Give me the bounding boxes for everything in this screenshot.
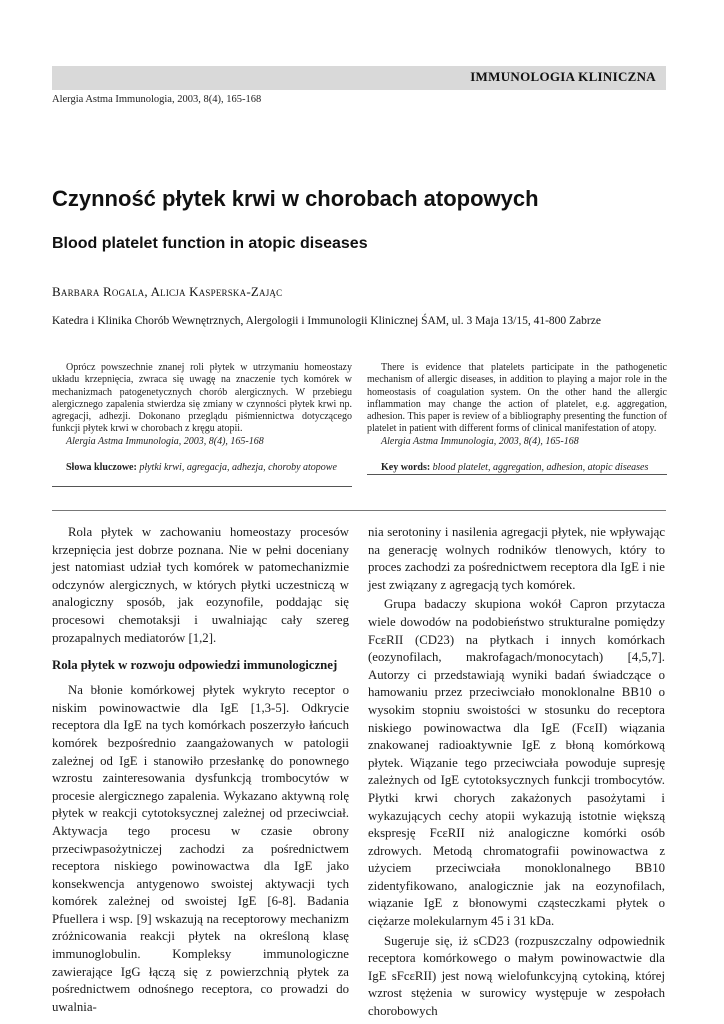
body-paragraph: Sugeruje się, iż sCD23 (rozpuszczalny odpowiednik receptora komórkowego o małym powinowactwie dla IgE sFcεRII) jest nową wielofunkcyjną cytokiną, której wzrost stężenia w surowicy występuje w zespołach chorobowych [368,933,665,1019]
keywords-english-rule [367,474,667,475]
journal-header-band [52,66,666,90]
body-column-left [52,524,349,1016]
keywords-polish [52,462,352,474]
article-affiliation: Katedra i Klinika Chorób Wewnętrznych, Alergologii i Immunologii Klinicznej ŚAM, ul. 3 Maja 13/15, 41-800 Zabrze [52,315,601,327]
journal-section-name: IMMUNOLOGIA KLINICZNA [470,69,656,84]
abstract-polish [52,362,352,474]
body-paragraph: Rola płytek w zachowaniu homeostazy procesów krzepnięcia jest dobrze poznana. Nie w pełni doceniany jest natomiast udział tych komórek w patomechanizmie odczynów alergicznych, w których płytki uczestniczą w analogiczny sposób, jak eozynofile, poddając się procesowi chemotaksji i uwalniając cały szereg prozapalnych mediatorów [1,2]. [52,525,349,645]
section-separator [52,510,666,511]
abstract-polish-citation: Alergia Astma Immunologia, 2003, 8(4), 165-168 [66,435,264,447]
keywords-english-text: blood platelet, aggregation, adhesion, atopic diseases [432,462,649,474]
abstract-polish-text: Oprócz powszechnie znanej roli płytek w utrzymaniu homeostazy układu krzepnięcia, zwraca się uwagę na znaczenie tych komórek w mechanizmach patogenetycznych chorób alergicznych. W przebiegu alergicznego zapalenia stwierdza się zmiany w czynności płytek krwi np. agregacji, adhezji. Dokonano przeglądu piśmiennictwa dotyczącego funkcji płytek krwi w chorobach z kręgu atopii. [52,362,352,435]
keywords-polish-label: Słowa kluczowe: [66,462,137,474]
section-heading: Rola płytek w rozwoju odpowiedzi immunologicznej [52,658,338,673]
keywords-polish-text: płytki krwi, agregacja, adhezja, choroby atopowe [139,462,337,474]
keywords-polish-rule [52,486,352,487]
journal-citation: Alergia Astma Immunologia, 2003, 8(4), 165-168 [52,94,262,105]
body-paragraph: Na błonie komórkowej płytek wykryto receptor o niskim powinowactwie dla IgE [1,3-5]. Odkrycie receptora dla IgE na tych komórkach poszerzyło łańcuch komórek bezpośrednio zaangażowanych w patologii zależnej od IgE i stanowiło przesłankę do ponownego wzrostu zainteresowania dysfunkcją trombocytów w procesie alergicznego zapalenia. Wykazano aktywną rolę płytek w reakcji cytotoksycznej zależnej od przeciwciał. Aktywacja tego procesu w czasie obrony przeciwpasożytniczej zachodzi za pośrednictwem receptora niskiego powinowactwa dla IgE jako konsekwencja antygenowo swoistej aktywacji tych komórek zależnej od swoistej IgE [6-8]. Badania Pfuellera i wsp. [9] wskazują na receptorowy mechanizm zróżnicowania reakcji płytek na określoną klasę immunoglobulin. Kompleksy immunologiczne zawierające IgG łączą się z powierzchnią płytek za pośrednictwem odnośnego receptora, co prowadzi do uwalnia- [52,683,349,1014]
article-authors: Barbara Rogala, Alicja Kasperska-Zając [52,284,283,299]
abstract-english-text: There is evidence that platelets participate in the pathogenetic mechanism of allergic diseases, in addition to playing a major role in the homeostasis of coagulation system. On the other hand the allergic inflammation may change the action of platelet, e.g. aggregation, adhesion. This paper is review of a bibliography presenting the function of platelet in patient with different forms of clinical manifestation of atopy. [367,362,667,435]
keywords-english-label: Key words: [381,462,431,474]
abstract-english [367,362,667,474]
article-title-english: Blood platelet function in atopic diseases [52,235,368,252]
body-column-right [368,524,665,1021]
keywords-english [367,462,667,474]
body-paragraph: nia serotoniny i nasilenia agregacji płytek, nie wpływając na generację wolnych rodników tlenowych, który to proces zachodzi za pośrednictwem receptora dla IgE i nie jest związany z agregacją tych komórek. [368,525,665,592]
article-title-polish: Czynność płytek krwi w chorobach atopowych [52,186,539,211]
abstract-english-citation: Alergia Astma Immunologia, 2003, 8(4), 165-168 [381,435,579,447]
body-paragraph: Grupa badaczy skupiona wokół Capron przytacza wiele dowodów na podobieństwo strukturalne pomiędzy FcεRII (CD23) na płytkach i innych komórkach (eozynofilach, makrofagach/monocytach) [4,5,7]. Autorzy ci przedstawiają wyniki badań świadczące o hamowaniu przez przeciwciało monoklonalne BB10 o wysokim stopniu swoistości w stosunku do receptora niskiego powinowactwa dla IgE (FcεII) wiązania znakowanej radioaktywnie IgE z błoną komórkową płytek. Wiązanie tego przeciwciała powoduje supresję zależnych od IgE cytotoksycznych funkcji trombocytów. Płytki krwi chorych zakażonych pasożytami i wykazujących cechy atopii wykazują istotnie większą ekspresję FcεRII niż analogiczne komórki osób zdrowych. Metodą chromatografii powinowactwa z użyciem przeciwciała monoklonalnego BB10 zidentyfikowano, analogicznie jak na eozynofilach, wiązanie IgE z błonowymi cząsteczkami płytek o ciężarze molekularnym 45 i 31 kDa. [368,597,665,929]
